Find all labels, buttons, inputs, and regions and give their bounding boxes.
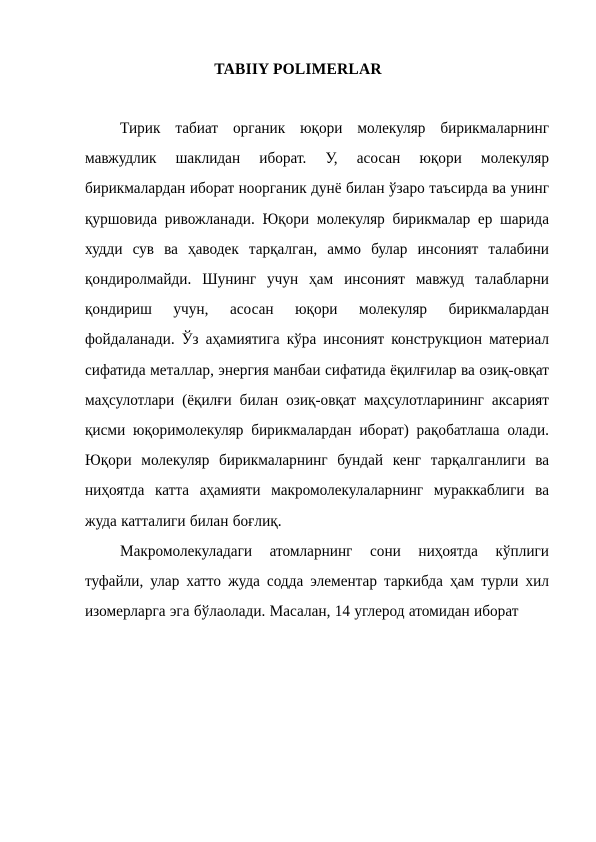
paragraph-1: Тирик табиат органик юқори молекуляр бирикмаларнинг мавжудлик шаклидан иборат. У, асосан юқори молекуляр бирикмалардан иборат ноорганик дунё билан ўзаро таъсирда ва унинг қуршовида ривожланади. Юқори молекуляр бирикмалар ер шарида худди сув ва ҳаводек тарқалган, аммо булар инсоният талабини қондиролмайди. Шунинг учун ҳам инсоният мавжуд талабларни қондириш учун, асосан юқори молекуляр бирикмалардан фойдаланади. Ўз аҳамиятига кўра инсоният конструкцион материал сифатида металлар, энергия манбаи сифатида ёқилғилар ва озиқ-овқат маҳсулотлари (ёқилғи билан озиқ-овқат маҳсулотларининг аксарият қисми юқоримолекуляр бирикмалардан иборат) рақобатлаша олади. Юқори молекуляр бирикмаларнинг бундай кенг тарқалганлиги ва ниҳоятда катта аҳамияти макромолекулаларнинг мураккаблиги ва жуда катталиги билан боғлиқ. bbox=[85, 120, 549, 530]
document-body bbox=[85, 114, 549, 627]
paragraph-2: Макромолекуладаги атомларнинг сони ниҳоятда кўплиги туфайли, улар хатто жуда содда элементар таркибда ҳам турли хил изомерларга эга бўлаолади. Масалан, 14 углерод атомидан иборат bbox=[85, 542, 549, 621]
page-title: TABIIY POLIMERLAR bbox=[214, 61, 382, 78]
